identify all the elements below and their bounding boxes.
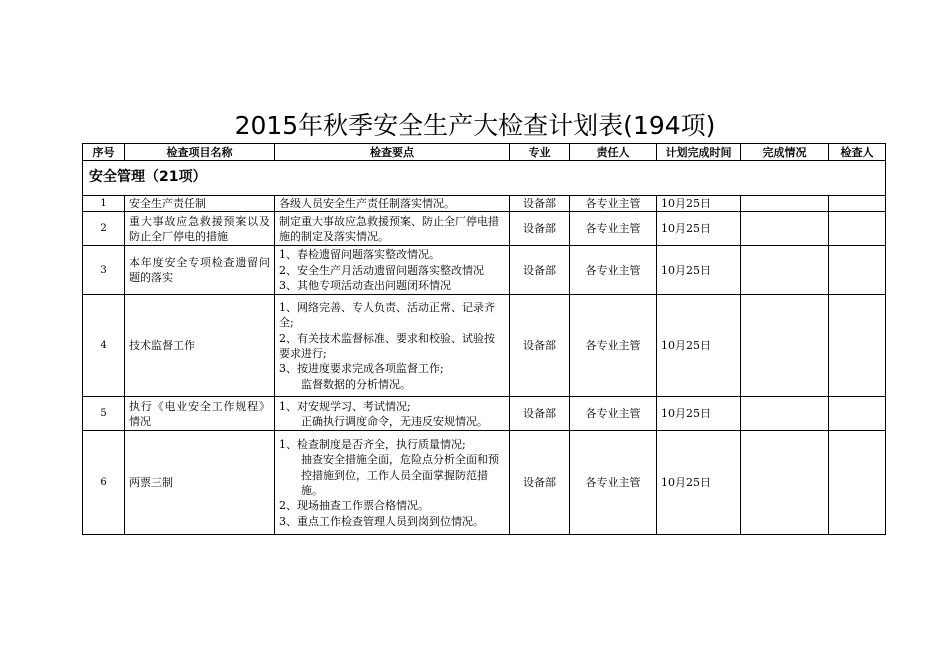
dept-cell: 设备部 bbox=[510, 196, 570, 212]
dept-cell: 设备部 bbox=[510, 431, 570, 535]
header-done: 完成情况 bbox=[741, 144, 829, 161]
owner-cell: 各专业主管 bbox=[570, 196, 657, 212]
item-name: 本年度安全专项检查遗留问题的落实 bbox=[125, 246, 275, 295]
due-date-cell: 10月25日 bbox=[657, 212, 741, 246]
header-dept: 专业 bbox=[510, 144, 570, 161]
table-row bbox=[83, 431, 886, 535]
table-row bbox=[83, 295, 886, 397]
check-point-line: 各级人员安全生产责任制落实情况。 bbox=[279, 197, 455, 210]
due-date-cell: 10月25日 bbox=[657, 397, 741, 431]
item-name: 执行《电业安全工作规程》情况 bbox=[125, 397, 275, 431]
status-cell bbox=[741, 212, 829, 246]
owner-cell: 各专业主管 bbox=[570, 295, 657, 397]
table-row bbox=[83, 196, 886, 212]
owner-cell: 各专业主管 bbox=[570, 246, 657, 295]
check-point-line: 3、按进度要求完成各项监督工作; bbox=[279, 362, 444, 376]
header-row bbox=[83, 144, 886, 161]
check-points bbox=[275, 212, 510, 246]
checker-cell bbox=[829, 196, 886, 212]
status-cell bbox=[741, 196, 829, 212]
dept-cell: 设备部 bbox=[510, 397, 570, 431]
row-number: 4 bbox=[83, 295, 125, 397]
check-point-line: 3、其他专项活动查出问题闭环情况 bbox=[279, 279, 451, 293]
row-number: 2 bbox=[83, 212, 125, 246]
check-point-line: 1、对安规学习、考试情况; bbox=[279, 399, 411, 413]
row-number: 1 bbox=[83, 196, 125, 212]
check-point-line: 抽查安全措施全面，危险点分析全面和预控措施到位，工作人员全面掌握防范措施。 bbox=[301, 453, 499, 497]
header-owner: 责任人 bbox=[570, 144, 657, 161]
status-cell bbox=[741, 431, 829, 535]
header-checker: 检查人 bbox=[829, 144, 886, 161]
check-point-line: 2、安全生产月活动遗留问题落实整改情况 bbox=[279, 263, 484, 277]
owner-cell: 各专业主管 bbox=[570, 397, 657, 431]
check-points bbox=[275, 246, 510, 295]
status-cell bbox=[741, 295, 829, 397]
due-date-cell: 10月25日 bbox=[657, 431, 741, 535]
table-row bbox=[83, 212, 886, 246]
check-points bbox=[275, 295, 510, 397]
checker-cell bbox=[829, 246, 886, 295]
dept-cell: 设备部 bbox=[510, 212, 570, 246]
table-row bbox=[83, 246, 886, 295]
checker-cell bbox=[829, 397, 886, 431]
row-number: 6 bbox=[83, 431, 125, 535]
dept-cell: 设备部 bbox=[510, 246, 570, 295]
check-point-line: 2、有关技术监督标准、要求和校验、试验按要求进行; bbox=[279, 331, 495, 360]
check-point-line: 1、春检遗留问题落实整改情况。 bbox=[279, 248, 440, 262]
check-point-line: 制定重大事故应急救援预案、防止全厂停电措施的制定及落实情况。 bbox=[279, 214, 499, 243]
section-title: 安全管理（21项） bbox=[83, 161, 886, 196]
dept-cell: 设备部 bbox=[510, 295, 570, 397]
check-point-line: 2、现场抽查工作票合格情况。 bbox=[279, 499, 429, 513]
checker-cell bbox=[829, 431, 886, 535]
row-number: 5 bbox=[83, 397, 125, 431]
owner-cell: 各专业主管 bbox=[570, 431, 657, 535]
check-point-line: 1、检查制度是否齐全，执行质量情况; bbox=[279, 437, 466, 451]
header-item: 检查项目名称 bbox=[125, 144, 275, 161]
due-date-cell: 10月25日 bbox=[657, 246, 741, 295]
inspection-plan-table bbox=[82, 143, 886, 535]
owner-cell: 各专业主管 bbox=[570, 212, 657, 246]
due-date-cell: 10月25日 bbox=[657, 196, 741, 212]
section-row bbox=[83, 161, 886, 196]
page-title: 2015年秋季安全生产大检查计划表(194项) bbox=[234, 111, 716, 140]
due-date-cell: 10月25日 bbox=[657, 295, 741, 397]
item-name: 技术监督工作 bbox=[125, 295, 275, 397]
status-cell bbox=[741, 397, 829, 431]
header-date: 计划完成时间 bbox=[657, 144, 741, 161]
item-name: 安全生产责任制 bbox=[125, 196, 275, 212]
item-name: 重大事故应急救援预案以及防止全厂停电的措施 bbox=[125, 212, 275, 246]
check-points bbox=[275, 397, 510, 431]
check-point-line: 3、重点工作检查管理人员到岗到位情况。 bbox=[279, 514, 484, 528]
check-points bbox=[275, 196, 510, 212]
check-point-line: 1、网络完善、专人负责、活动正常、记录齐全; bbox=[279, 300, 495, 330]
header-no: 序号 bbox=[83, 144, 125, 161]
check-point-line: 监督数据的分析情况。 bbox=[301, 377, 411, 391]
checker-cell bbox=[829, 295, 886, 397]
check-point-line: 正确执行调度命令，无违反安规情况。 bbox=[301, 414, 488, 428]
check-points bbox=[275, 431, 510, 535]
item-name: 两票三制 bbox=[125, 431, 275, 535]
header-points: 检查要点 bbox=[275, 144, 510, 161]
row-number: 3 bbox=[83, 246, 125, 295]
checker-cell bbox=[829, 212, 886, 246]
status-cell bbox=[741, 246, 829, 295]
table-row bbox=[83, 397, 886, 431]
